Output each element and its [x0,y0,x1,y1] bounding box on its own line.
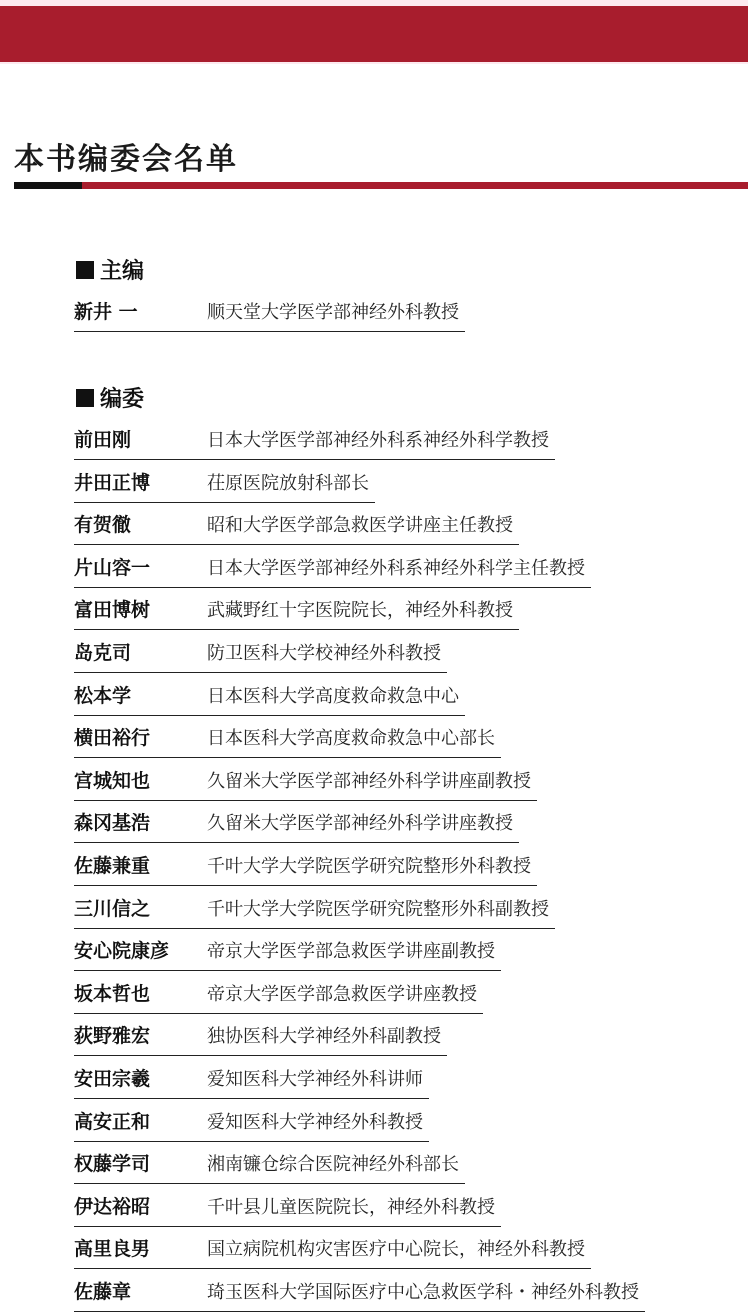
member-role: 日本大学医学部神经外科系神经外科学教授 [207,429,549,451]
member-role: 帝京大学医学部急救医学讲座教授 [207,983,477,1005]
member-name: 横田裕行 [74,727,151,749]
member-role: 琦玉医科大学国际医疗中心急救医学科・神经外科教授 [207,1281,639,1303]
member-name: 宫城知也 [74,770,151,792]
member-role: 武藏野红十字医院院长，神经外科教授 [207,599,513,621]
member-role: 爱知医科大学神经外科教授 [207,1111,423,1133]
member-name: 岛克司 [74,642,132,664]
member-name: 佐藤章 [74,1281,132,1303]
editorial-board-heading [76,382,144,413]
member-name: 森冈基浩 [74,812,151,834]
page-title: 本书编委会名单 [14,142,238,177]
editorial-board-row [74,844,537,886]
member-role: 日本医科大学高度救命救急中心部长 [207,727,495,749]
member-role: 久留米大学医学部神经外科学讲座教授 [207,812,513,834]
member-role: 湘南镰仓综合医院神经外科部长 [207,1153,459,1175]
chief-editor-row [74,290,465,332]
member-name: 坂本哲也 [74,983,151,1005]
member-name: 前田刚 [74,429,132,451]
member-role: 独协医科大学神经外科副教授 [207,1025,441,1047]
member-name: 高里良男 [74,1238,151,1260]
title-underline-red [82,182,748,189]
member-name: 安心院康彦 [74,940,170,962]
member-name: 富田博树 [74,599,151,621]
member-name: 有贺徹 [74,514,132,536]
member-name: 高安正和 [74,1111,151,1133]
member-role: 千叶大学大学院医学研究院整形外科副教授 [207,898,549,920]
member-name: 伊达裕昭 [74,1196,151,1218]
editorial-board-row [74,461,375,503]
editorial-board-row [74,418,555,460]
editorial-board-row [74,972,483,1014]
chief-editor-heading [76,254,144,285]
member-role: 昭和大学医学部急救医学讲座主任教授 [207,514,513,536]
editorial-board-row [74,1014,447,1056]
member-role: 日本大学医学部神经外科系神经外科学主任教授 [207,557,585,579]
member-role: 茌原医院放射科部长 [207,472,369,494]
editorial-board-row [74,674,465,716]
editorial-board-row [74,1142,465,1184]
editorial-board-row [74,1057,429,1099]
editorial-board-row [74,546,591,588]
member-name: 三川信之 [74,898,151,920]
member-role: 爱知医科大学神经外科讲师 [207,1068,423,1090]
editorial-board-row [74,1100,429,1142]
editorial-board-row [74,1185,501,1227]
editorial-board-row [74,631,447,673]
title-underline-black [14,182,82,189]
member-role: 千叶大学大学院医学研究院整形外科教授 [207,855,531,877]
member-name: 新井 一 [74,301,138,323]
square-bullet-icon [76,261,94,279]
member-role: 千叶县儿童医院院长，神经外科教授 [207,1196,495,1218]
editorial-board-row [74,716,501,758]
editorial-board-row [74,801,519,843]
editorial-board-row [74,929,501,971]
member-name: 安田宗羲 [74,1068,151,1090]
member-role: 日本医科大学高度救命救急中心 [207,685,459,707]
chief-editor-heading-label: 主编 [100,259,145,284]
member-name: 松本学 [74,685,132,707]
editorial-board-row [74,588,519,630]
member-name: 井田正博 [74,472,151,494]
editorial-board-row [74,759,537,801]
member-name: 荻野雅宏 [74,1025,151,1047]
member-role: 防卫医科大学校神经外科教授 [207,642,441,664]
editorial-board-heading-label: 编委 [100,387,145,412]
member-name: 片山容一 [74,557,151,579]
member-name: 佐藤兼重 [74,855,151,877]
editorial-board-row [74,1270,645,1312]
header-bar [0,6,748,62]
editorial-board-row [74,887,555,929]
member-role: 国立病院机构灾害医疗中心院长，神经外科教授 [207,1238,585,1260]
member-role: 顺天堂大学医学部神经外科教授 [207,301,459,323]
square-bullet-icon [76,389,94,407]
member-role: 帝京大学医学部急救医学讲座副教授 [207,940,495,962]
editorial-board-row [74,503,519,545]
editorial-board-row [74,1227,591,1269]
member-name: 权藤学司 [74,1153,151,1175]
member-role: 久留米大学医学部神经外科学讲座副教授 [207,770,531,792]
